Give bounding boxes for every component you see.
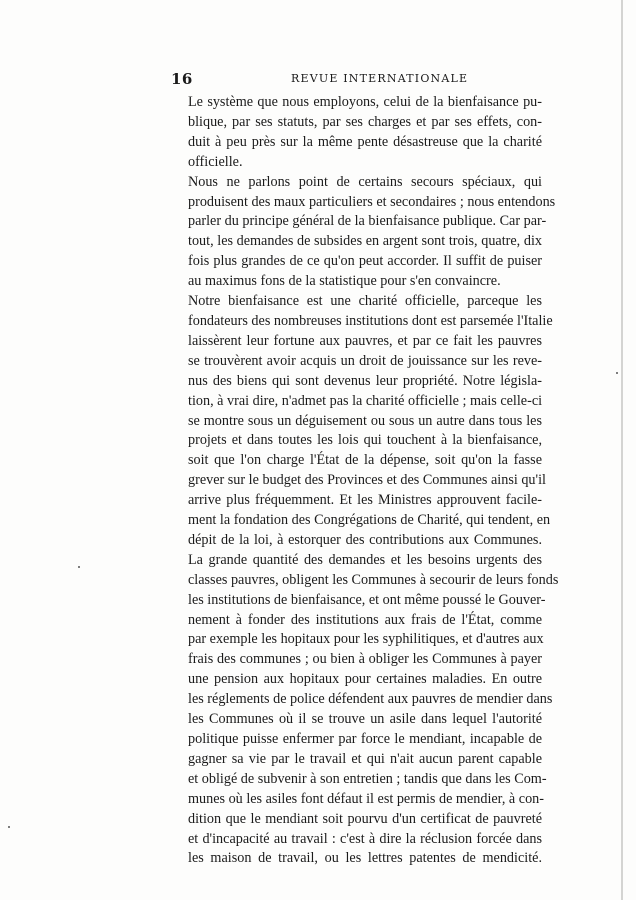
text-line: au maximus fons de la statistique pour s'en convaincre.	[188, 273, 501, 290]
text-line: les réglements de police défendent aux pauvres de mendier dans	[188, 691, 553, 708]
text-line: dépit de la loi, à estorquer des contributions aux Communes.	[188, 531, 542, 548]
text-line: se trouvèrent avoir acquis un droit de jouissance sur les reve-	[188, 352, 542, 369]
text-line: politique puisse enfermer par force le mendiant, incapable de	[188, 731, 542, 747]
text-line: par exemple les hopitaux pour les syphilitiques, et d'autres aux	[188, 631, 544, 648]
text-line: fondateurs des nombreuses institutions dont est parsemée l'Italie	[188, 312, 553, 329]
text-line: parler du principe général de la bienfaisance publique. Car par-	[188, 213, 547, 230]
text-line: La grande quantité des demandes et les besoins urgents des	[188, 551, 542, 568]
text-line: se montre sous un déguisement ou sous un autre dans tous les	[188, 412, 542, 429]
text-line: projets et dans toutes les lois qui touchent à la bienfaisance,	[188, 432, 542, 449]
text-line: ment la fondation des Congrégations de Charité, qui tendent, en	[188, 512, 551, 529]
text-line: une pension aux hopitaux pour certaines maladies. En outre	[188, 671, 542, 688]
page-edge-shadow	[621, 0, 623, 900]
paragraph	[171, 173, 556, 292]
text-line: officielle.	[188, 153, 243, 170]
text-line: arrive plus fréquemment. Et les Ministres approuvent facile-	[188, 492, 542, 509]
text-line: duit à peu près sur la même pente désastreuse que la charité	[188, 133, 542, 150]
text-line: soit que l'on charge l'État de la dépense, soit qu'on la fasse	[188, 452, 542, 469]
text-line: frais des communes ; ou bien à obliger les Communes à payer	[188, 651, 542, 668]
body-text	[171, 93, 559, 869]
text-line: classes pauvres, obligent les Communes à secourir de leurs fonds	[188, 571, 559, 588]
text-line: dition que le mendiant soit pourvu d'un certificat de pauvreté	[188, 810, 542, 827]
ink-speck	[616, 372, 618, 374]
text-line: tion, à vrai dire, n'admet pas la charité officielle ; mais celle-ci	[188, 392, 543, 409]
text-line: nement à fonder des institutions aux frais de l'État, comme	[188, 611, 542, 628]
text-line: les Communes où il se trouve un asile dans lequel l'autorité	[188, 711, 542, 728]
text-line: produisent des maux particuliers et secondaires ; nous entendons	[188, 193, 556, 210]
text-line: Le système que nous employons, celui de la bienfaisance pu-	[188, 94, 542, 110]
text-line: munes où les asiles font défaut il est permis de mendier, à con-	[188, 790, 544, 807]
text-line: Notre bienfaisance est une charité officielle, parceque les	[188, 293, 542, 310]
text-line: et obligé de subvenir à son entretien ; tandis que dans les Com-	[188, 770, 547, 787]
text-line: les maison de travail, ou les lettres patentes de mendicité.	[188, 850, 542, 867]
text-line: grever sur le budget des Provinces et des Communes ainsi qu'il	[188, 472, 546, 489]
text-line: les institutions de bienfaisance, et ont même poussé le Gouver-	[188, 591, 546, 608]
text-line: et d'incapacité au travail : c'est à dire la réclusion forcée dans	[188, 830, 542, 847]
paragraph	[171, 292, 559, 869]
text-line: tout, les demandes de subsides en argent sont trois, quatre, dix	[188, 233, 542, 250]
page-header	[171, 70, 542, 88]
running-head: REVUE INTERNATIONALE	[291, 72, 469, 85]
paragraph	[171, 93, 542, 173]
text-line: nus des biens qui sont devenus leur propriété. Notre législa-	[188, 372, 542, 389]
page-number: 16	[171, 70, 193, 88]
ink-speck	[8, 826, 10, 828]
text-line: gagner sa vie par le travail et qui n'ait aucun parent capable	[188, 750, 542, 767]
text-line: fois plus grandes de ce qu'on peut accorder. Il suffit de puiser	[188, 253, 542, 270]
text-line: Nous ne parlons point de certains secours spéciaux, qui	[188, 173, 542, 190]
text-line: blique, par ses statuts, par ses charges et par ses effets, con-	[188, 113, 542, 130]
text-line: laissèrent leur fortune aux pauvres, et par ce fait les pauvres	[188, 332, 542, 349]
ink-speck	[78, 566, 80, 568]
